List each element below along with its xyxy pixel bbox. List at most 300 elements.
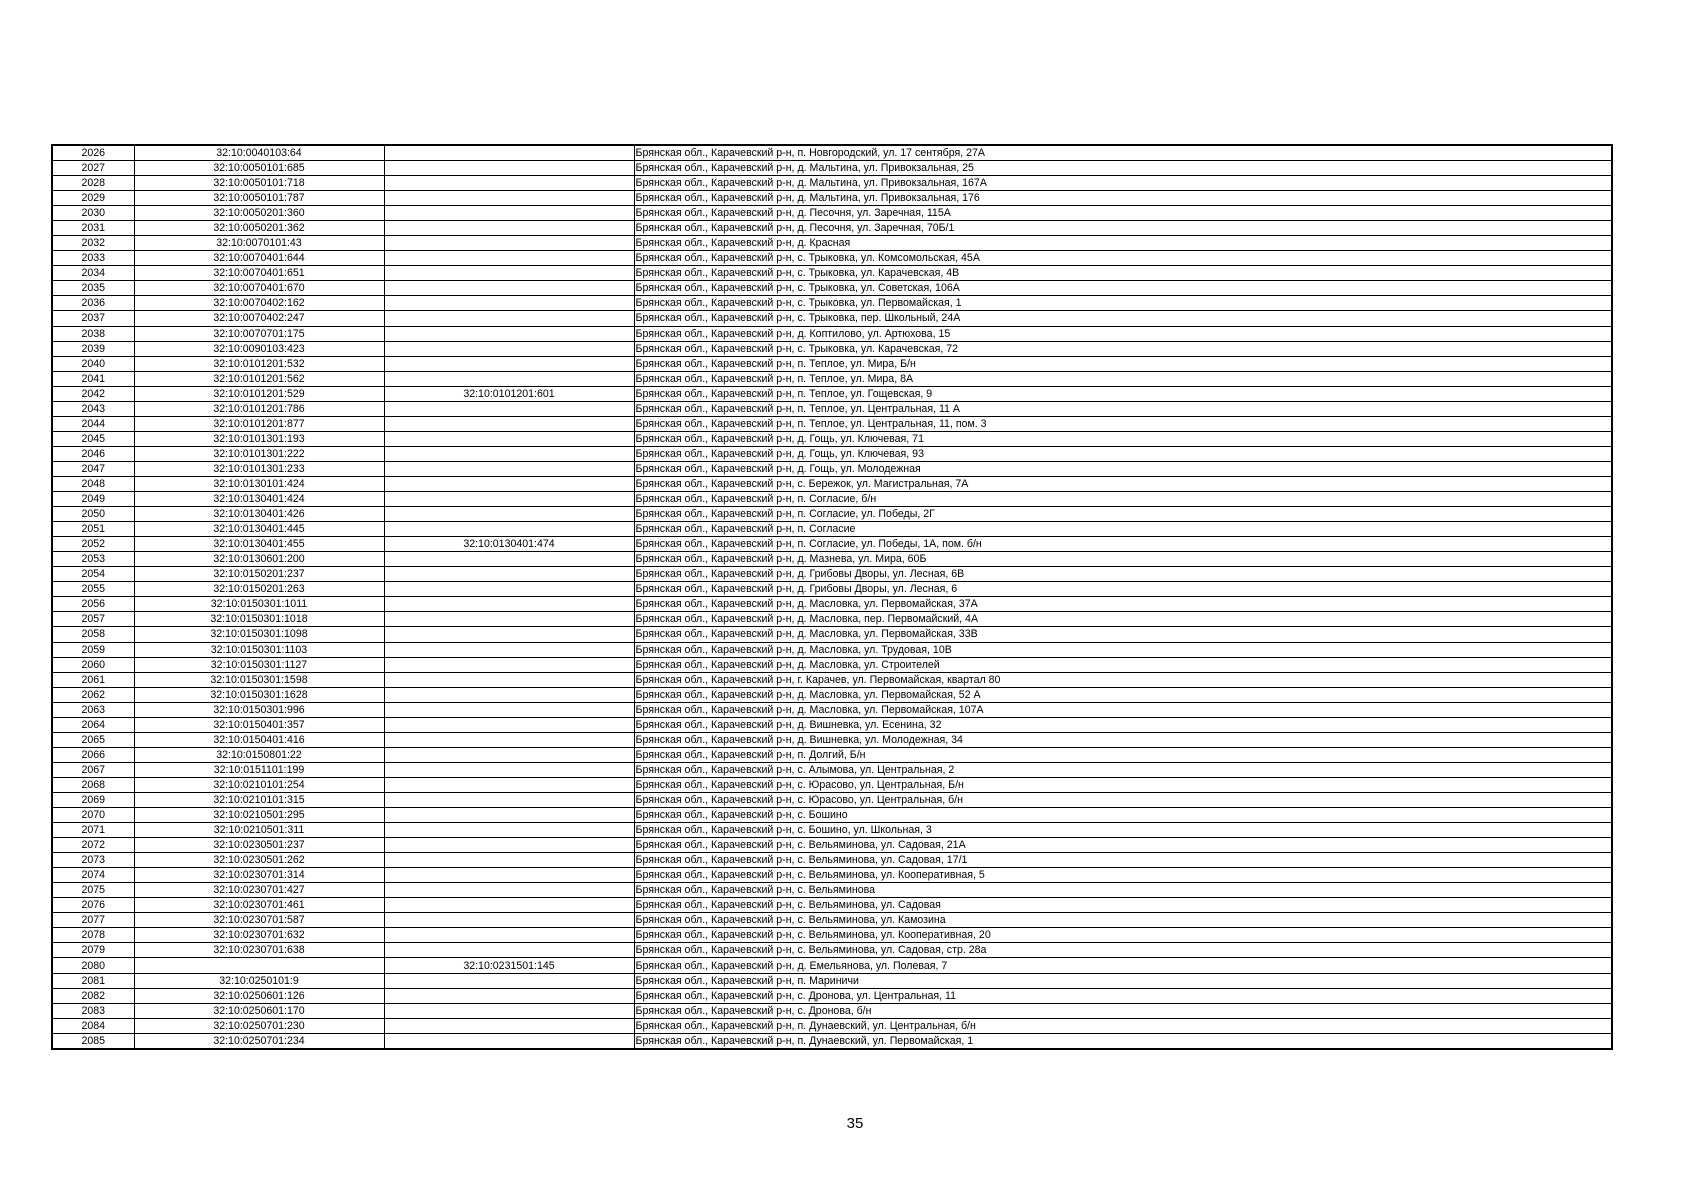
table-row: [52, 627, 1612, 642]
related-cadastral-number-cell: [384, 507, 634, 522]
cadastral-number-cell: 32:10:0101201:532: [134, 356, 384, 371]
table-row: [52, 176, 1612, 191]
row-number-cell: 2056: [52, 597, 134, 612]
row-number-cell: 2026: [52, 145, 134, 161]
related-cadastral-number-cell: [384, 792, 634, 807]
table-row: [52, 552, 1612, 567]
table-row: [52, 883, 1612, 898]
table-row: [52, 191, 1612, 206]
related-cadastral-number-cell: [384, 281, 634, 296]
row-number-cell: 2076: [52, 898, 134, 913]
related-cadastral-number-cell: [384, 552, 634, 567]
address-cell: Брянская обл., Карачевский р-н, с. Бережок, ул. Магистральная, 7А: [634, 476, 1612, 491]
address-cell: Брянская обл., Карачевский р-н, д. Масловка, ул. Первомайская, 107А: [634, 702, 1612, 717]
cadastral-number-cell: 32:10:0150301:1103: [134, 642, 384, 657]
address-cell: Брянская обл., Карачевский р-н, п. Теплое, ул. Гощевская, 9: [634, 386, 1612, 401]
table-row: [52, 717, 1612, 732]
address-cell: Брянская обл., Карачевский р-н, д. Вишневка, ул. Молодежная, 34: [634, 732, 1612, 747]
table-row: [52, 416, 1612, 431]
table-row: [52, 145, 1612, 161]
row-number-cell: 2049: [52, 492, 134, 507]
related-cadastral-number-cell: [384, 1033, 634, 1049]
cadastral-number-cell: [134, 958, 384, 973]
row-number-cell: 2077: [52, 913, 134, 928]
table-row: [52, 161, 1612, 176]
related-cadastral-number-cell: 32:10:0231501:145: [384, 958, 634, 973]
table-row: [52, 597, 1612, 612]
row-number-cell: 2057: [52, 612, 134, 627]
table-row: [52, 386, 1612, 401]
table-row: [52, 702, 1612, 717]
table-row: [52, 777, 1612, 792]
address-cell: Брянская обл., Карачевский р-н, д. Емельянова, ул. Полевая, 7: [634, 958, 1612, 973]
table-row: [52, 251, 1612, 266]
table-row: [52, 657, 1612, 672]
row-number-cell: 2083: [52, 1003, 134, 1018]
cadastral-number-cell: 32:10:0151101:199: [134, 762, 384, 777]
table-row: [52, 612, 1612, 627]
related-cadastral-number-cell: [384, 612, 634, 627]
address-cell: Брянская обл., Карачевский р-н, с. Вельяминова, ул. Камозина: [634, 913, 1612, 928]
related-cadastral-number-cell: [384, 988, 634, 1003]
row-number-cell: 2038: [52, 326, 134, 341]
cadastral-number-cell: 32:10:0070101:43: [134, 236, 384, 251]
cadastral-number-cell: 32:10:0101301:193: [134, 431, 384, 446]
address-cell: Брянская обл., Карачевский р-н, д. Масловка, ул. Первомайская, 37А: [634, 597, 1612, 612]
related-cadastral-number-cell: [384, 928, 634, 943]
cadastral-number-cell: 32:10:0101201:877: [134, 416, 384, 431]
address-cell: Брянская обл., Карачевский р-н, с. Юрасово, ул. Центральная, Б/н: [634, 777, 1612, 792]
row-number-cell: 2050: [52, 507, 134, 522]
table-row: [52, 236, 1612, 251]
related-cadastral-number-cell: [384, 597, 634, 612]
row-number-cell: 2085: [52, 1033, 134, 1049]
address-cell: Брянская обл., Карачевский р-н, с. Вельяминова: [634, 883, 1612, 898]
related-cadastral-number-cell: [384, 446, 634, 461]
cadastral-number-cell: 32:10:0230701:638: [134, 943, 384, 958]
table-row: [52, 371, 1612, 386]
related-cadastral-number-cell: [384, 777, 634, 792]
row-number-cell: 2039: [52, 341, 134, 356]
row-number-cell: 2044: [52, 416, 134, 431]
address-cell: Брянская обл., Карачевский р-н, д. Масловка, ул. Первомайская, 52 А: [634, 687, 1612, 702]
address-cell: Брянская обл., Карачевский р-н, п. Мариничи: [634, 973, 1612, 988]
related-cadastral-number-cell: [384, 898, 634, 913]
related-cadastral-number-cell: [384, 567, 634, 582]
cadastral-number-cell: 32:10:0230701:314: [134, 868, 384, 883]
cadastral-number-cell: 32:10:0050201:362: [134, 221, 384, 236]
related-cadastral-number-cell: [384, 416, 634, 431]
row-number-cell: 2065: [52, 732, 134, 747]
row-number-cell: 2069: [52, 792, 134, 807]
row-number-cell: 2036: [52, 296, 134, 311]
related-cadastral-number-cell: [384, 476, 634, 491]
address-cell: Брянская обл., Карачевский р-н, д. Вишневка, ул. Есенина, 32: [634, 717, 1612, 732]
row-number-cell: 2063: [52, 702, 134, 717]
row-number-cell: 2071: [52, 823, 134, 838]
row-number-cell: 2042: [52, 386, 134, 401]
table-row: [52, 898, 1612, 913]
cadastral-number-cell: 32:10:0130401:445: [134, 522, 384, 537]
cadastral-number-cell: 32:10:0150301:1098: [134, 627, 384, 642]
related-cadastral-number-cell: [384, 823, 634, 838]
cadastral-number-cell: 32:10:0070402:162: [134, 296, 384, 311]
related-cadastral-number-cell: [384, 492, 634, 507]
address-cell: Брянская обл., Карачевский р-н, п. Согласие, ул. Победы, 2Г: [634, 507, 1612, 522]
address-cell: Брянская обл., Карачевский р-н, с. Дронова, ул. Центральная, 11: [634, 988, 1612, 1003]
row-number-cell: 2066: [52, 747, 134, 762]
table-row: [52, 582, 1612, 597]
row-number-cell: 2032: [52, 236, 134, 251]
row-number-cell: 2047: [52, 461, 134, 476]
cadastral-number-cell: 32:10:0250601:170: [134, 1003, 384, 1018]
cadastral-number-cell: 32:10:0230501:237: [134, 838, 384, 853]
related-cadastral-number-cell: [384, 522, 634, 537]
related-cadastral-number-cell: [384, 311, 634, 326]
address-cell: Брянская обл., Карачевский р-н, д. Мальтина, ул. Привокзальная, 167А: [634, 176, 1612, 191]
address-cell: Брянская обл., Карачевский р-н, с. Трыковка, ул. Карачевская, 72: [634, 341, 1612, 356]
address-cell: Брянская обл., Карачевский р-н, д. Песочня, ул. Заречная, 115А: [634, 206, 1612, 221]
table-row: [52, 522, 1612, 537]
address-cell: Брянская обл., Карачевский р-н, п. Теплое, ул. Центральная, 11, пом. 3: [634, 416, 1612, 431]
address-cell: Брянская обл., Карачевский р-н, п. Дунаевский, ул. Первомайская, 1: [634, 1033, 1612, 1049]
related-cadastral-number-cell: [384, 236, 634, 251]
table-row: [52, 431, 1612, 446]
related-cadastral-number-cell: [384, 341, 634, 356]
address-cell: Брянская обл., Карачевский р-н, с. Вельяминова, ул. Садовая, стр. 28а: [634, 943, 1612, 958]
table-row: [52, 206, 1612, 221]
address-cell: Брянская обл., Карачевский р-н, д. Масловка, ул. Строителей: [634, 657, 1612, 672]
row-number-cell: 2064: [52, 717, 134, 732]
related-cadastral-number-cell: [384, 762, 634, 777]
table-row: [52, 973, 1612, 988]
row-number-cell: 2052: [52, 537, 134, 552]
cadastral-number-cell: 32:10:0130101:424: [134, 476, 384, 491]
table-row: [52, 853, 1612, 868]
cadastral-number-cell: 32:10:0101201:529: [134, 386, 384, 401]
cadastral-number-cell: 32:10:0070402:247: [134, 311, 384, 326]
cadastral-number-cell: 32:10:0101301:222: [134, 446, 384, 461]
row-number-cell: 2040: [52, 356, 134, 371]
address-cell: Брянская обл., Карачевский р-н, д. Грибовы Дворы, ул. Лесная, 6В: [634, 567, 1612, 582]
table-row: [52, 476, 1612, 491]
cadastral-number-cell: 32:10:0230701:632: [134, 928, 384, 943]
table-row: [52, 1033, 1612, 1049]
address-cell: Брянская обл., Карачевский р-н, с. Вельяминова, ул. Садовая, 17/1: [634, 853, 1612, 868]
row-number-cell: 2067: [52, 762, 134, 777]
related-cadastral-number-cell: [384, 853, 634, 868]
table-row: [52, 326, 1612, 341]
cadastral-number-cell: 32:10:0130401:426: [134, 507, 384, 522]
cadastral-number-cell: 32:10:0150301:996: [134, 702, 384, 717]
registry-table: [51, 144, 1613, 1050]
row-number-cell: 2043: [52, 401, 134, 416]
row-number-cell: 2028: [52, 176, 134, 191]
related-cadastral-number-cell: 32:10:0101201:601: [384, 386, 634, 401]
related-cadastral-number-cell: [384, 191, 634, 206]
address-cell: Брянская обл., Карачевский р-н, д. Красная: [634, 236, 1612, 251]
related-cadastral-number-cell: [384, 176, 634, 191]
cadastral-number-cell: 32:10:0150201:263: [134, 582, 384, 597]
cadastral-number-cell: 32:10:0070701:175: [134, 326, 384, 341]
related-cadastral-number-cell: [384, 326, 634, 341]
cadastral-number-cell: 32:10:0070401:670: [134, 281, 384, 296]
cadastral-number-cell: 32:10:0150401:416: [134, 732, 384, 747]
row-number-cell: 2079: [52, 943, 134, 958]
table-row: [52, 642, 1612, 657]
address-cell: Брянская обл., Карачевский р-н, г. Карачев, ул. Первомайская, квартал 80: [634, 672, 1612, 687]
cadastral-number-cell: 32:10:0250701:234: [134, 1033, 384, 1049]
row-number-cell: 2053: [52, 552, 134, 567]
related-cadastral-number-cell: [384, 808, 634, 823]
address-cell: Брянская обл., Карачевский р-н, д. Коптилово, ул. Артюхова, 15: [634, 326, 1612, 341]
address-cell: Брянская обл., Карачевский р-н, с. Бошино, ул. Школьная, 3: [634, 823, 1612, 838]
address-cell: Брянская обл., Карачевский р-н, д. Гощь, ул. Ключевая, 93: [634, 446, 1612, 461]
related-cadastral-number-cell: [384, 1003, 634, 1018]
table-row: [52, 838, 1612, 853]
related-cadastral-number-cell: [384, 582, 634, 597]
cadastral-number-cell: 32:10:0230701:587: [134, 913, 384, 928]
address-cell: Брянская обл., Карачевский р-н, д. Масловка, пер. Первомайский, 4А: [634, 612, 1612, 627]
cadastral-number-cell: 32:10:0150301:1628: [134, 687, 384, 702]
row-number-cell: 2060: [52, 657, 134, 672]
address-cell: Брянская обл., Карачевский р-н, с. Трыковка, пер. Школьный, 24А: [634, 311, 1612, 326]
related-cadastral-number-cell: [384, 1018, 634, 1033]
table-row: [52, 461, 1612, 476]
related-cadastral-number-cell: [384, 747, 634, 762]
cadastral-number-cell: 32:10:0130401:424: [134, 492, 384, 507]
address-cell: Брянская обл., Карачевский р-н, с. Алымова, ул. Центральная, 2: [634, 762, 1612, 777]
related-cadastral-number-cell: [384, 838, 634, 853]
table-row: [52, 221, 1612, 236]
row-number-cell: 2037: [52, 311, 134, 326]
table-row: [52, 868, 1612, 883]
row-number-cell: 2034: [52, 266, 134, 281]
related-cadastral-number-cell: [384, 943, 634, 958]
related-cadastral-number-cell: [384, 145, 634, 161]
related-cadastral-number-cell: [384, 371, 634, 386]
row-number-cell: 2041: [52, 371, 134, 386]
table-row: [52, 943, 1612, 958]
address-cell: Брянская обл., Карачевский р-н, д. Песочня, ул. Заречная, 70Б/1: [634, 221, 1612, 236]
related-cadastral-number-cell: [384, 431, 634, 446]
row-number-cell: 2084: [52, 1018, 134, 1033]
registry-table-body: [52, 145, 1612, 1049]
address-cell: Брянская обл., Карачевский р-н, с. Трыковка, ул. Карачевская, 4В: [634, 266, 1612, 281]
table-row: [52, 281, 1612, 296]
cadastral-number-cell: 32:10:0050101:718: [134, 176, 384, 191]
address-cell: Брянская обл., Карачевский р-н, с. Трыковка, ул. Советская, 106А: [634, 281, 1612, 296]
address-cell: Брянская обл., Карачевский р-н, д. Гощь, ул. Молодежная: [634, 461, 1612, 476]
address-cell: Брянская обл., Карачевский р-н, п. Долгий, Б/н: [634, 747, 1612, 762]
table-row: [52, 928, 1612, 943]
row-number-cell: 2051: [52, 522, 134, 537]
table-row: [52, 823, 1612, 838]
related-cadastral-number-cell: [384, 868, 634, 883]
table-row: [52, 672, 1612, 687]
cadastral-number-cell: 32:10:0050101:685: [134, 161, 384, 176]
related-cadastral-number-cell: [384, 206, 634, 221]
row-number-cell: 2027: [52, 161, 134, 176]
row-number-cell: 2045: [52, 431, 134, 446]
address-cell: Брянская обл., Карачевский р-н, с. Бошино: [634, 808, 1612, 823]
related-cadastral-number-cell: [384, 461, 634, 476]
cadastral-number-cell: 32:10:0101201:786: [134, 401, 384, 416]
row-number-cell: 2055: [52, 582, 134, 597]
table-row: [52, 913, 1612, 928]
row-number-cell: 2035: [52, 281, 134, 296]
related-cadastral-number-cell: [384, 672, 634, 687]
row-number-cell: 2073: [52, 853, 134, 868]
cadastral-number-cell: 32:10:0101201:562: [134, 371, 384, 386]
cadastral-number-cell: 32:10:0101301:233: [134, 461, 384, 476]
address-cell: Брянская обл., Карачевский р-н, д. Гощь, ул. Ключевая, 71: [634, 431, 1612, 446]
related-cadastral-number-cell: [384, 296, 634, 311]
cadastral-number-cell: 32:10:0130401:455: [134, 537, 384, 552]
cadastral-number-cell: 32:10:0230501:262: [134, 853, 384, 868]
cadastral-number-cell: 32:10:0130601:200: [134, 552, 384, 567]
cadastral-number-cell: 32:10:0150301:1011: [134, 597, 384, 612]
address-cell: Брянская обл., Карачевский р-н, с. Вельяминова, ул. Кооперативная, 20: [634, 928, 1612, 943]
cadastral-number-cell: 32:10:0040103:64: [134, 145, 384, 161]
address-cell: Брянская обл., Карачевский р-н, с. Дронова, б/н: [634, 1003, 1612, 1018]
related-cadastral-number-cell: [384, 266, 634, 281]
page-number: 35: [846, 1115, 864, 1132]
table-row: [52, 401, 1612, 416]
address-cell: Брянская обл., Карачевский р-н, д. Грибовы Дворы, ул. Лесная, 6: [634, 582, 1612, 597]
table-row: [52, 537, 1612, 552]
related-cadastral-number-cell: [384, 251, 634, 266]
address-cell: Брянская обл., Карачевский р-н, д. Масловка, ул. Трудовая, 10В: [634, 642, 1612, 657]
table-row: [52, 266, 1612, 281]
row-number-cell: 2046: [52, 446, 134, 461]
related-cadastral-number-cell: [384, 221, 634, 236]
related-cadastral-number-cell: [384, 973, 634, 988]
cadastral-number-cell: 32:10:0150301:1127: [134, 657, 384, 672]
table-row: [52, 492, 1612, 507]
table-row: [52, 687, 1612, 702]
row-number-cell: 2070: [52, 808, 134, 823]
address-cell: Брянская обл., Карачевский р-н, п. Теплое, ул. Центральная, 11 А: [634, 401, 1612, 416]
table-row: [52, 296, 1612, 311]
cadastral-number-cell: 32:10:0210501:311: [134, 823, 384, 838]
cadastral-number-cell: 32:10:0070401:651: [134, 266, 384, 281]
table-row: [52, 792, 1612, 807]
address-cell: Брянская обл., Карачевский р-н, п. Согласие, ул. Победы, 1А, пом. б/н: [634, 537, 1612, 552]
address-cell: Брянская обл., Карачевский р-н, д. Мазнева, ул. Мира, 60Б: [634, 552, 1612, 567]
related-cadastral-number-cell: [384, 732, 634, 747]
cadastral-number-cell: 32:10:0250601:126: [134, 988, 384, 1003]
row-number-cell: 2081: [52, 973, 134, 988]
related-cadastral-number-cell: [384, 401, 634, 416]
address-cell: Брянская обл., Карачевский р-н, п. Дунаевский, ул. Центральная, б/н: [634, 1018, 1612, 1033]
cadastral-number-cell: 32:10:0210101:254: [134, 777, 384, 792]
cadastral-number-cell: 32:10:0050101:787: [134, 191, 384, 206]
address-cell: Брянская обл., Карачевский р-н, п. Согласие, б/н: [634, 492, 1612, 507]
table-row: [52, 747, 1612, 762]
row-number-cell: 2068: [52, 777, 134, 792]
table-row: [52, 507, 1612, 522]
related-cadastral-number-cell: [384, 356, 634, 371]
cadastral-number-cell: 32:10:0230701:427: [134, 883, 384, 898]
row-number-cell: 2078: [52, 928, 134, 943]
cadastral-number-cell: 32:10:0150401:357: [134, 717, 384, 732]
table-row: [52, 311, 1612, 326]
related-cadastral-number-cell: [384, 702, 634, 717]
address-cell: Брянская обл., Карачевский р-н, д. Масловка, ул. Первомайская, 33В: [634, 627, 1612, 642]
row-number-cell: 2033: [52, 251, 134, 266]
row-number-cell: 2058: [52, 627, 134, 642]
related-cadastral-number-cell: 32:10:0130401:474: [384, 537, 634, 552]
address-cell: Брянская обл., Карачевский р-н, с. Вельяминова, ул. Садовая, 21А: [634, 838, 1612, 853]
table-row: [52, 762, 1612, 777]
cadastral-number-cell: 32:10:0150301:1018: [134, 612, 384, 627]
row-number-cell: 2029: [52, 191, 134, 206]
address-cell: Брянская обл., Карачевский р-н, п. Теплое, ул. Мира, 8А: [634, 371, 1612, 386]
row-number-cell: 2030: [52, 206, 134, 221]
cadastral-number-cell: 32:10:0150301:1598: [134, 672, 384, 687]
cadastral-number-cell: 32:10:0250101:9: [134, 973, 384, 988]
cadastral-number-cell: 32:10:0090103:423: [134, 341, 384, 356]
cadastral-number-cell: 32:10:0230701:461: [134, 898, 384, 913]
table-row: [52, 732, 1612, 747]
address-cell: Брянская обл., Карачевский р-н, д. Мальтина, ул. Привокзальная, 176: [634, 191, 1612, 206]
cadastral-number-cell: 32:10:0210101:315: [134, 792, 384, 807]
table-row: [52, 446, 1612, 461]
row-number-cell: 2075: [52, 883, 134, 898]
row-number-cell: 2072: [52, 838, 134, 853]
row-number-cell: 2031: [52, 221, 134, 236]
row-number-cell: 2080: [52, 958, 134, 973]
cadastral-number-cell: 32:10:0050201:360: [134, 206, 384, 221]
table-row: [52, 958, 1612, 973]
related-cadastral-number-cell: [384, 642, 634, 657]
related-cadastral-number-cell: [384, 161, 634, 176]
related-cadastral-number-cell: [384, 883, 634, 898]
row-number-cell: 2054: [52, 567, 134, 582]
table-row: [52, 567, 1612, 582]
address-cell: Брянская обл., Карачевский р-н, с. Вельяминова, ул. Садовая: [634, 898, 1612, 913]
table-row: [52, 808, 1612, 823]
related-cadastral-number-cell: [384, 627, 634, 642]
address-cell: Брянская обл., Карачевский р-н, п. Теплое, ул. Мира, Б/н: [634, 356, 1612, 371]
table-row: [52, 1018, 1612, 1033]
cadastral-number-cell: 32:10:0210501:295: [134, 808, 384, 823]
address-cell: Брянская обл., Карачевский р-н, с. Вельяминова, ул. Кооперативная, 5: [634, 868, 1612, 883]
row-number-cell: 2059: [52, 642, 134, 657]
table-row: [52, 341, 1612, 356]
address-cell: Брянская обл., Карачевский р-н, п. Согласие: [634, 522, 1612, 537]
cadastral-number-cell: 32:10:0150801:22: [134, 747, 384, 762]
row-number-cell: 2062: [52, 687, 134, 702]
row-number-cell: 2074: [52, 868, 134, 883]
row-number-cell: 2082: [52, 988, 134, 1003]
table-row: [52, 1003, 1612, 1018]
address-cell: Брянская обл., Карачевский р-н, д. Мальтина, ул. Привокзальная, 25: [634, 161, 1612, 176]
address-cell: Брянская обл., Карачевский р-н, с. Трыковка, ул. Первомайская, 1: [634, 296, 1612, 311]
address-cell: Брянская обл., Карачевский р-н, п. Новгородский, ул. 17 сентября, 27А: [634, 145, 1612, 161]
table-row: [52, 988, 1612, 1003]
cadastral-number-cell: 32:10:0150201:237: [134, 567, 384, 582]
cadastral-number-cell: 32:10:0070401:644: [134, 251, 384, 266]
address-cell: Брянская обл., Карачевский р-н, с. Юрасово, ул. Центральная, б/н: [634, 792, 1612, 807]
related-cadastral-number-cell: [384, 657, 634, 672]
related-cadastral-number-cell: [384, 717, 634, 732]
address-cell: Брянская обл., Карачевский р-н, с. Трыковка, ул. Комсомольская, 45А: [634, 251, 1612, 266]
row-number-cell: 2048: [52, 476, 134, 491]
row-number-cell: 2061: [52, 672, 134, 687]
related-cadastral-number-cell: [384, 913, 634, 928]
